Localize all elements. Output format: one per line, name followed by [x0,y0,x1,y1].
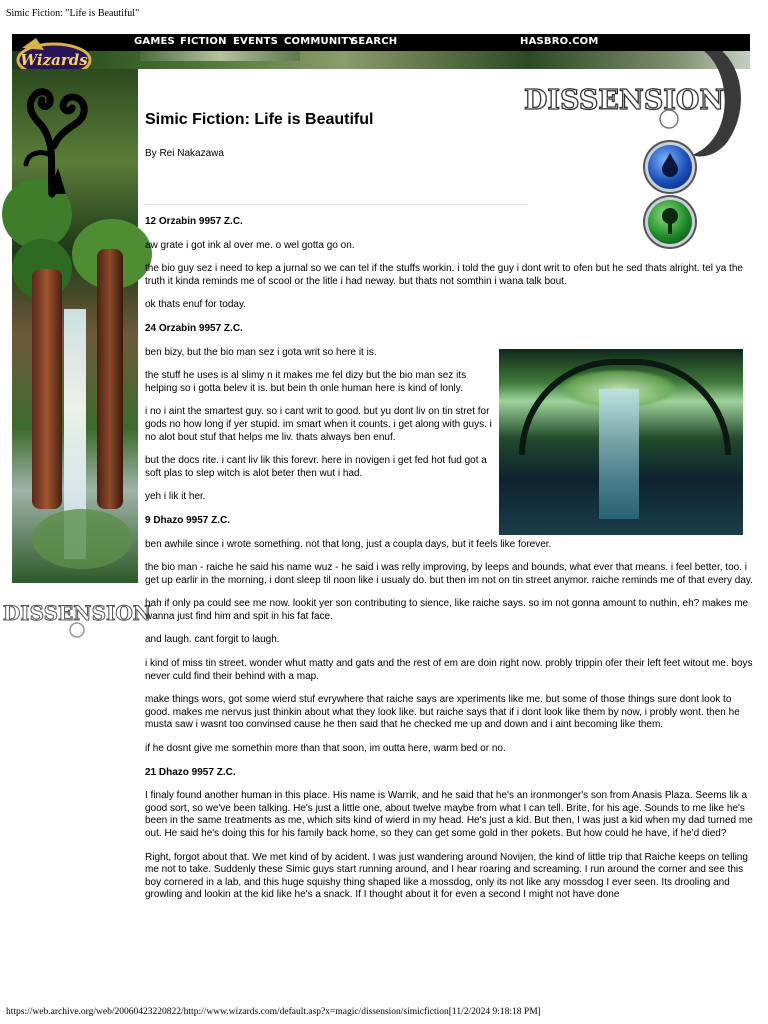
entry-date: 9 Dhazo 9957 Z.C. [145,514,231,526]
entry-paragraph: and laugh. cant forgit to laugh. [145,634,280,646]
entry-paragraph: make things wors, got some wierd stuf evrywhere that raiche says are xperiments like me. but some of those things sure dont look to good. makes me nervus just thinkin about what they look like. but raiche says that if i dont look like them by now, i probly wont. then he musta saw i wasnt too convinsed cause he then said that he checked me up and down and i aint becoming like them. [145,694,740,731]
top-nav-bar [12,34,750,51]
entry-paragraph: i kind of miss tin street. wonder whut matty and gats and the rest of em are doin right now. probly trippin ofer their left feet witout me. boys never culd find their behind with a map. [145,658,753,682]
nav-events[interactable]: EVENTS [233,36,278,47]
entry-paragraph: yeh i lik it her. [145,491,206,503]
dissension-logo-left-text: DISSENSION [2,601,152,625]
nav-hasbro[interactable]: HASBRO.COM [520,36,599,47]
entry-paragraph: hah if only pa could see me now. lookit yer son contributing to sience, like raiche says. so im not gonna amount to nuthin, eh? makes me wanna just find him and spit in his fat face. [145,598,749,622]
nav-art-highlight [140,51,300,61]
nav-community[interactable]: COMMUNITY [284,36,356,47]
water-drop-icon [662,153,678,177]
browser-page-title: Simic Fiction: "Life is Beautiful" [6,8,140,19]
simic-lab-illustration [499,349,743,535]
foliage-blob [32,509,132,569]
entry-paragraph: I finaly found another human in this place. His name is Warrik, and he said that he's an ironmonger's son from Anasis Plaza. Seems lik a good sort, so we've been talking. He's just a little one, about twelve maybe from what I can tell. Brite, for his age. Sounds to me like he's been in the same treatments as me, which sits kind of wierd in my head. He's just a kid. But then, I was just a kid when my dad turned me out. He said he's doing this for his family back home, so they can get some gold in ther pokets. But how could he have, if he'd died? [145,790,753,839]
entry-paragraph: the bio guy sez i need to kep a jurnal so we can tel if the stuffs workin. i told the guy i dont writ to ofen but he sed thats alright. tel ya the truth it kinda reminds me of scool or the litle i had neway. but thats not somthin i wana talk bout. [145,263,743,287]
article-title: Simic Fiction: Life is Beautiful [145,111,374,128]
entry-paragraph: ok thats enuf for today. [145,299,246,311]
entry-paragraph: if he dosnt give me somethin more than that soon, im outta here, warm bed or no. [145,743,506,755]
wizards-logo-text: Wizards [20,51,88,69]
entry-date: 24 Orzabin 9957 Z.C. [145,322,243,334]
nav-search[interactable]: SEARCH [351,36,398,47]
entry-paragraph: the stuff he uses is al slimy n it makes me fel dizy but the bio man sez its helping so i gotta belev it is. but bein th onle human here is kind of lonly. [145,370,467,394]
dissension-logo-banner [523,51,750,161]
header-divider [145,204,528,205]
browser-footer-url: https://web.archive.org/web/20060423220822/http://www.wizards.com/default.asp?x=magic/dissension/simicfiction[11/2/2024 9:18:18 PM] [6,1007,541,1017]
entry-paragraph: ben awhile since i wrote something. not that long, just a coupla days, but it feels like forever. [145,538,552,550]
simic-tree-icon [22,86,92,194]
tree-trunk [97,249,123,509]
entry-paragraph: but the docs rite. i cant liv lik this forevr. here in novigen i get fed hot fud got a soft plas to slep witch is alot beter then wut i had. [145,455,487,479]
entry-date: 12 Orzabin 9957 Z.C. [145,216,243,227]
scene-pillar [599,389,639,519]
entry-paragraph: i no i aint the smartest guy. so i cant writ to good. but yu dont liv on tin stret for gods no how long if yer stupid. im smart when it counts. i get along with guys. i no alot bout stuf that helps me liv. thats always ben enuf. [145,406,492,443]
article-body [145,216,753,913]
entry-paragraph: ben bizy, but the bio man sez i gota writ so here it is. [145,346,377,358]
dissension-logo-left [2,594,152,638]
nav-games[interactable]: GAMES [134,36,175,47]
entry-paragraph: aw grate i got ink al over me. o wel gotta go on. [145,239,355,251]
entry-paragraph: Right, forgot about that. We met kind of by acident. I was just wandering around Novijen, the kind of little trip that Raiche keeps on telling me not to take. Suddenly these Simic guys start running around, and I hear roaring and screaming. I run around the corner and see this boy cornered in a lab, and this huge squishy thing shaped like a mossdog, only its not like any mossdog I ever seen. Its drooling and growling and lookin at the kid like he's a snack. If I thought about it for even a second I might not have done [145,851,748,901]
entry-paragraph: the bio man - raiche he said his name wuz - he said i was relly improving, by leeps and bounds, what ever that means. i feel better, too. i get up earlir in the morning, i dont sleep til noon like i usualy do. but then im not on tin street anymor. raiche reminds me of that every day. [145,562,753,586]
dissension-logo-banner-text: DISSENSION [523,85,725,116]
entry-date: 21 Dhazo 9957 Z.C. [145,766,236,778]
article-byline: By Rei Nakazawa [145,148,224,159]
tree-trunk [32,269,62,509]
nav-fiction[interactable]: FICTION [180,36,227,47]
